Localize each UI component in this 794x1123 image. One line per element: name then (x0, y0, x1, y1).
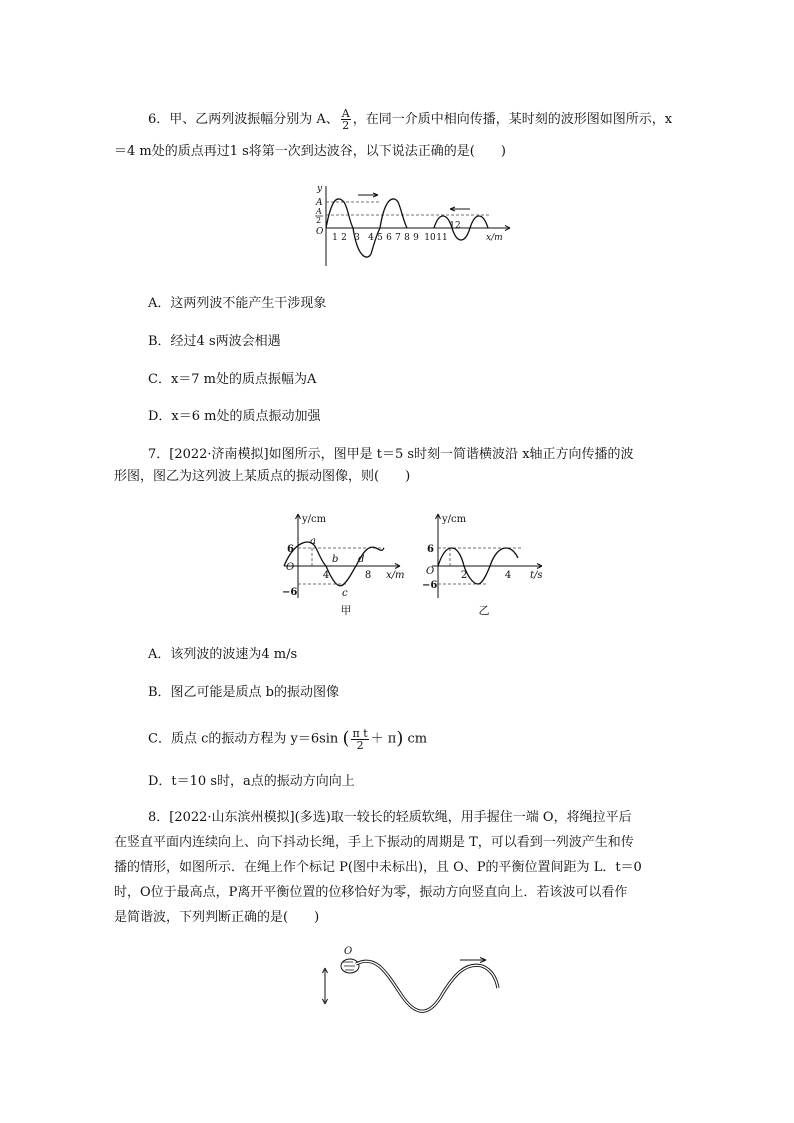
q6-x-tick: 1 (332, 233, 338, 243)
q6-amp-half-num: A (316, 207, 322, 216)
q6-x-tick: 8 (404, 233, 410, 243)
q6-x-tick: 3 (354, 233, 360, 243)
q7-option-c-pre: C．质点 c的振动方程为 y＝6sin (148, 731, 339, 747)
q6-x-tick: 7 (395, 233, 401, 243)
q7b-x-label: t/s (530, 570, 543, 581)
q7-option-c-frac-den: 2 (356, 738, 364, 752)
q6-stem-line2: ＝4 m处的质点再过1 s将第一次到达波谷，以下说法正确的是( ) (114, 144, 506, 159)
q7a-y-label: y/cm (302, 514, 327, 525)
q6-frac-den: 2 (342, 119, 350, 132)
q8-stem-line5: 是简谐波，下列判断正确的是( ) (114, 910, 320, 925)
q6-option-a[interactable]: A．这两列波不能产生干涉现象 (148, 296, 327, 311)
q6-origin: O (316, 227, 324, 237)
q6-wave-figure (300, 182, 520, 272)
q8-rope (356, 961, 498, 1011)
q7a-origin: O (286, 562, 295, 573)
q6-x-tick: 6 (386, 233, 392, 243)
q7a-points (310, 536, 364, 599)
q8-origin: O (344, 946, 353, 957)
q7-stem-line2: 形图，图乙为这列波上某质点的振动图像，则( ) (114, 469, 411, 484)
q7b-y-label: y/cm (442, 514, 467, 525)
q6-amp-half-den: 2 (316, 216, 322, 225)
q7b-y-pos: 6 (427, 544, 434, 555)
q7-option-d[interactable]: D．t＝10 s时，a点的振动方向向上 (148, 774, 355, 789)
q6-frac-num: A (341, 107, 350, 120)
q7-figure-yi (418, 510, 548, 620)
q7a-x-label: x/m (386, 570, 405, 581)
q7a-x-tick: 8 (364, 570, 372, 581)
q6-x-label: x/m (486, 233, 503, 243)
q7-option-c-frac-num: π t (352, 726, 368, 740)
q6-x-tick: 2 (341, 233, 347, 243)
q7a-point-c: c (342, 588, 348, 599)
q6-y-label: y (317, 184, 323, 194)
q7a-y-neg: −6 (282, 587, 298, 598)
q7b-y-neg: −6 (422, 580, 438, 591)
q6-option-c[interactable]: C．x＝7 m处的质点振幅为A (148, 372, 317, 387)
q7b-origin: O (426, 566, 435, 577)
q7-option-c-rparen: ) (396, 728, 404, 749)
q7-option-c[interactable] (148, 727, 427, 752)
q6-x-tick: 5 (377, 233, 383, 243)
q7-option-a[interactable]: A．该列波的波速为4 m/s (148, 647, 298, 662)
q6-x-tick: 12 (449, 221, 461, 231)
q7b-x-tick: 4 (504, 570, 512, 581)
q7-figure-jia (278, 510, 410, 620)
q6-x-tick: 4 (368, 233, 374, 243)
q8-stem-line3: 播的情形，如图所示．在绳上作个标记 P(图中未标出)，且 O、P的平衡位置间距为 L．t＝0 (114, 860, 642, 875)
q8-hand-fingers (343, 962, 355, 970)
q6-x-tick: 11 (436, 233, 448, 243)
q6-x-tick: 9 (413, 233, 419, 243)
q7a-point-a: a (310, 536, 316, 547)
q7-option-c-fraction (351, 728, 368, 751)
q7-option-b[interactable]: B．图乙可能是质点 b的振动图像 (148, 685, 340, 700)
q6-amp-a: A (316, 198, 323, 208)
q7-option-c-unit: cm (407, 731, 428, 747)
q6-amplitude-fraction (341, 108, 351, 131)
q6-stem-line1-post: ，在同一介质中相向传播，某时刻的波形图如图所示，x (352, 112, 673, 127)
q7a-point-d: d (358, 554, 365, 565)
q6-option-b[interactable]: B．经过4 s两波会相遇 (148, 334, 281, 349)
q8-rope-figure (316, 944, 506, 1020)
q6-stem-line1 (148, 108, 672, 131)
q7a-point-b: b (332, 554, 339, 565)
q8-rope-inner (356, 961, 498, 1011)
q8-stem-line1: 8．[2022·山东滨州模拟](多选)取一较长的轻质软绳，用手握住一端 O，将绳拉平后 (148, 810, 632, 825)
q7b-caption: 乙 (478, 604, 490, 617)
q7a-caption: 甲 (340, 604, 352, 617)
q7b-x-tick: 2 (460, 570, 468, 581)
q8-stem-line4: 时，O位于最高点，P离开平衡位置的位移恰好为零，振动方向竖直向上．若该波可以看作 (114, 885, 628, 900)
q6-option-d[interactable]: D．x＝6 m处的质点振动加强 (148, 409, 321, 424)
q6-x-tick: 10 (424, 233, 436, 243)
q7-stem-line1: 7．[2022·济南模拟]如图所示，图甲是 t＝5 s时刻一简谐横波沿 x轴正方向传播的波 (148, 447, 634, 462)
q7-option-c-post: ＋ π (370, 731, 397, 747)
q7a-x-tick: 4 (322, 570, 330, 581)
q7a-y-pos: 6 (287, 544, 294, 555)
q7-option-c-lparen: ( (342, 728, 350, 749)
q6-stem-line1-pre: 6．甲、乙两列波振幅分别为 A、 (148, 112, 339, 127)
q8-stem-line2: 在竖直平面内连续向上、向下抖动长绳，手上下振动的周期是 T，可以看到一列波产生和传 (114, 835, 634, 850)
